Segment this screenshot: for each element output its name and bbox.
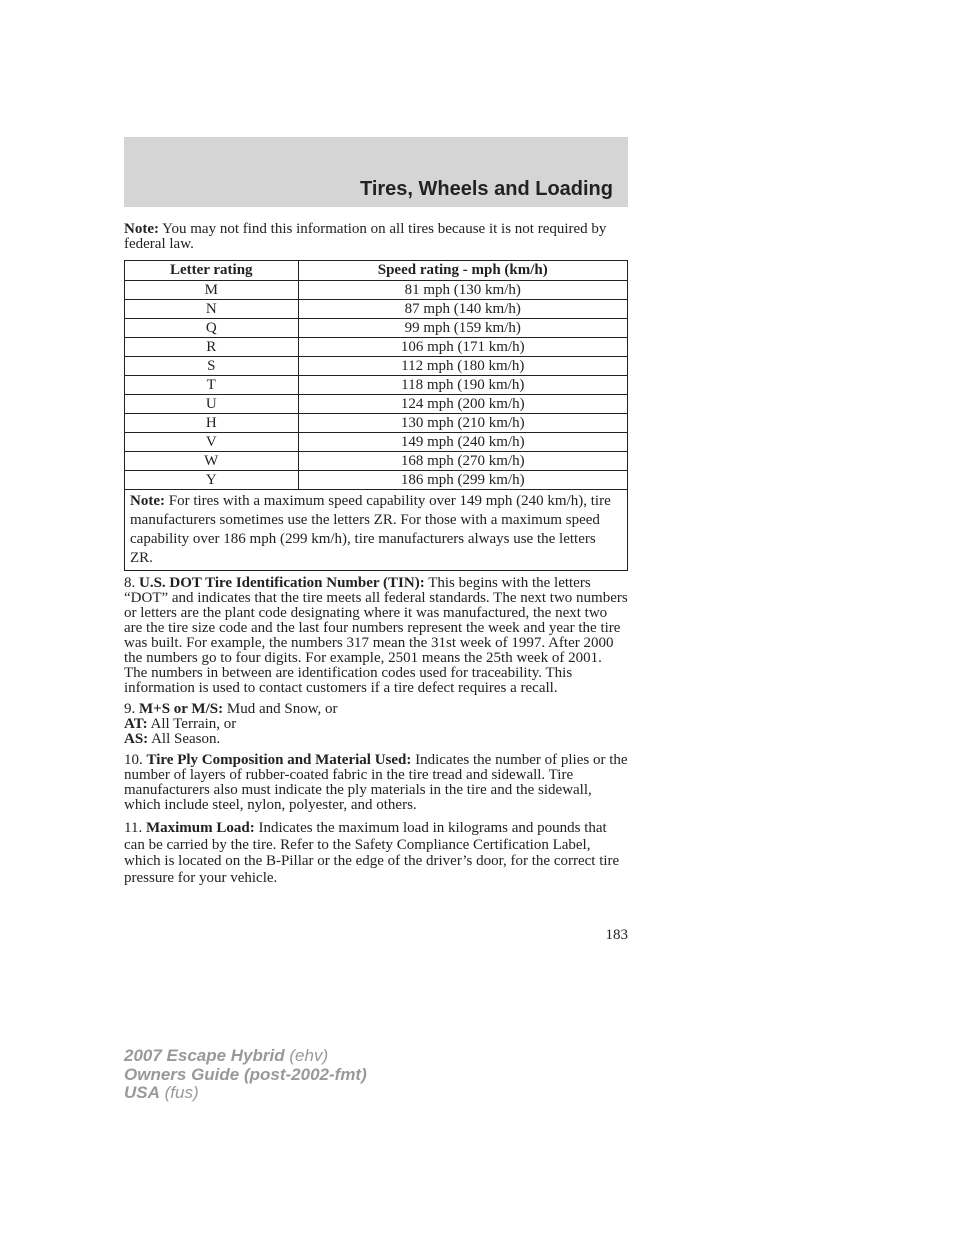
page-number: 183 bbox=[605, 927, 628, 943]
column-header-letter-rating: Letter rating bbox=[125, 261, 299, 281]
speed-cell: 118 mph (190 km/h) bbox=[298, 376, 627, 395]
item-8-paragraph bbox=[124, 576, 628, 696]
table-row bbox=[125, 300, 628, 319]
footer-model-code: (ehv) bbox=[284, 1046, 329, 1065]
letter-cell: W bbox=[125, 452, 299, 471]
table-note-label: Note: bbox=[130, 493, 165, 509]
letter-cell: N bbox=[125, 300, 299, 319]
letter-cell: M bbox=[125, 281, 299, 300]
speed-cell: 130 mph (210 km/h) bbox=[298, 414, 627, 433]
speed-cell: 87 mph (140 km/h) bbox=[298, 300, 627, 319]
item-9-text: Mud and Snow, or bbox=[223, 701, 338, 717]
table-header-row bbox=[125, 261, 628, 281]
letter-cell: U bbox=[125, 395, 299, 414]
note-label: Note: bbox=[124, 221, 159, 237]
section-title: Tires, Wheels and Loading bbox=[359, 178, 613, 200]
column-header-speed-rating: Speed rating - mph (km/h) bbox=[298, 261, 627, 281]
table-row bbox=[125, 395, 628, 414]
speed-cell: 168 mph (270 km/h) bbox=[298, 452, 627, 471]
speed-cell: 186 mph (299 km/h) bbox=[298, 471, 627, 490]
footer-line-2 bbox=[124, 1066, 367, 1085]
item-9-paragraph bbox=[124, 702, 628, 747]
item-9-number: 9. bbox=[124, 701, 139, 717]
table-row bbox=[125, 338, 628, 357]
table-row bbox=[125, 376, 628, 395]
table-note-row bbox=[125, 490, 628, 571]
footer-market: USA bbox=[124, 1083, 160, 1102]
footer-market-code: (fus) bbox=[159, 1083, 199, 1102]
note-text: You may not find this information on all tires because it is not required by federal law. bbox=[124, 221, 607, 252]
item-10-paragraph bbox=[124, 753, 628, 813]
document-footer bbox=[124, 1047, 367, 1103]
item-8-number: 8. bbox=[124, 575, 139, 591]
table-row bbox=[125, 452, 628, 471]
item-9-as-label: AS: bbox=[124, 731, 149, 747]
speed-cell: 124 mph (200 km/h) bbox=[298, 395, 627, 414]
item-10-text: Indicates the number of plies or the number of layers of rubber-coated fabric in the tire tread and sidewall. Tire manufacturers also must indicate the ply materials in the tire and the sidewall, which include steel, nylon, polyester, and others. bbox=[124, 752, 628, 813]
speed-cell: 149 mph (240 km/h) bbox=[298, 433, 627, 452]
table-row bbox=[125, 357, 628, 376]
speed-cell: 99 mph (159 km/h) bbox=[298, 319, 627, 338]
letter-cell: R bbox=[125, 338, 299, 357]
letter-cell: T bbox=[125, 376, 299, 395]
item-11-text: Indicates the maximum load in kilograms and pounds that can be carried by the tire. Refer to the Safety Compliance Certification Label, which is located on the B-Pillar or the edge of the driver’s door, for the correct tire pressure for your vehicle. bbox=[124, 820, 620, 886]
letter-cell: V bbox=[125, 433, 299, 452]
table-note-cell bbox=[125, 490, 628, 571]
item-8-text: This begins with the letters “DOT” and indicates that the tire meets all federal standards. The next two numbers or letters are the plant code designating where it was manufactured, the next two are the tire size code and the last four numbers represent the week and year the tire was built. For example, the numbers 317 mean the 31st week of 1997. After 2000 the numbers go to four digits. For example, 2501 means the 25th week of 2001. The numbers in between are identification codes used for traceability. This information is used to contact customers if a tire defect requires a recall. bbox=[124, 575, 628, 696]
letter-cell: Q bbox=[125, 319, 299, 338]
footer-model: 2007 Escape Hybrid bbox=[124, 1046, 285, 1065]
section-header-band bbox=[124, 137, 628, 207]
speed-rating-table bbox=[124, 260, 628, 571]
table-row bbox=[125, 471, 628, 490]
item-9-as-text: All Season. bbox=[148, 731, 221, 747]
item-11-number: 11. bbox=[124, 820, 146, 836]
speed-cell: 106 mph (171 km/h) bbox=[298, 338, 627, 357]
item-8-label: U.S. DOT Tire Identification Number (TIN): bbox=[139, 575, 425, 591]
item-11-label: Maximum Load: bbox=[145, 820, 255, 836]
letter-cell: Y bbox=[125, 471, 299, 490]
table-row bbox=[125, 433, 628, 452]
footer-line-3 bbox=[124, 1084, 367, 1103]
footer-guide: Owners Guide (post-2002-fmt) bbox=[124, 1064, 367, 1084]
letter-cell: H bbox=[125, 414, 299, 433]
note-paragraph bbox=[124, 222, 628, 252]
footer-line-1 bbox=[124, 1047, 367, 1066]
item-10-number: 10. bbox=[124, 752, 147, 768]
item-9-label: M+S or M/S: bbox=[139, 701, 224, 717]
item-11-paragraph bbox=[124, 820, 628, 886]
table-row bbox=[125, 414, 628, 433]
page-content bbox=[124, 222, 628, 886]
item-10-label: Tire Ply Composition and Material Used: bbox=[146, 752, 412, 768]
table-row bbox=[125, 281, 628, 300]
speed-cell: 81 mph (130 km/h) bbox=[298, 281, 627, 300]
table-note-text: For tires with a maximum speed capability over 149 mph (240 km/h), tire manufacturers sometimes use the letters ZR. For those with a maximum speed capability over 186 mph (299 km/h), tire manufacturers always use the letters ZR. bbox=[130, 493, 611, 566]
item-9-at-text: All Terrain, or bbox=[147, 716, 237, 732]
letter-cell: S bbox=[125, 357, 299, 376]
table-row bbox=[125, 319, 628, 338]
item-9-at-label: AT: bbox=[124, 716, 148, 732]
speed-cell: 112 mph (180 km/h) bbox=[298, 357, 627, 376]
